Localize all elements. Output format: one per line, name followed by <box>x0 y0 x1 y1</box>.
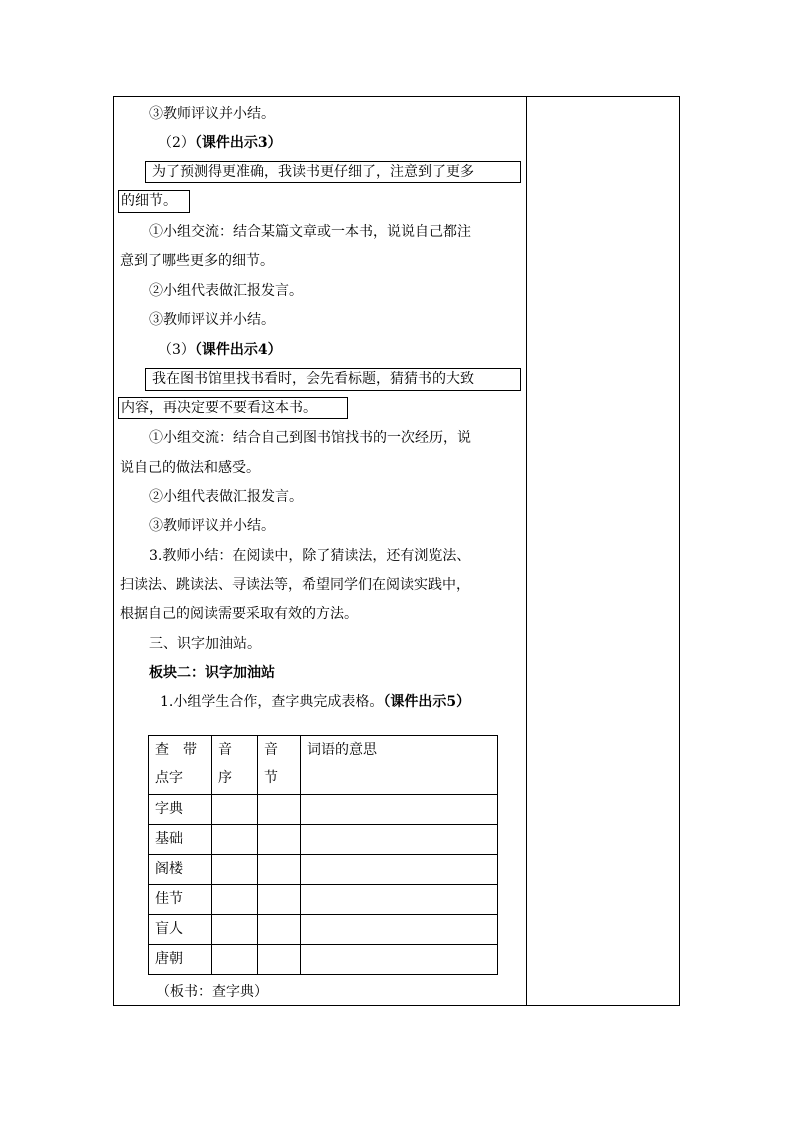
word-cell: 基础 <box>149 825 212 855</box>
header-cell <box>149 736 212 795</box>
table-row <box>149 825 498 855</box>
text-line: 3.教师小结：在阅读中，除了猜读法，还有浏览法、 <box>149 548 471 564</box>
courseware-label: （课件出示4） <box>194 342 282 358</box>
text-line: 扫读法、跳读法、寻读法等，希望同学们在阅读实践中， <box>120 577 470 593</box>
table-header-row <box>149 736 498 795</box>
text-line: 根据自己的阅读需要采取有效的方法。 <box>120 606 358 622</box>
text-line: ③教师评议并小结。 <box>149 312 275 328</box>
table-row <box>149 915 498 945</box>
dictionary-table <box>148 735 498 975</box>
blank-cell[interactable] <box>212 855 258 885</box>
table-row <box>149 855 498 885</box>
blank-cell[interactable] <box>258 855 301 885</box>
blank-cell[interactable] <box>301 795 498 825</box>
courseware-label: （课件出示3） <box>194 135 282 151</box>
header-text: 音 <box>218 742 232 758</box>
text-line: ③教师评议并小结。 <box>149 518 275 534</box>
blank-cell[interactable] <box>301 825 498 855</box>
task-line <box>160 692 470 712</box>
header-cell <box>212 736 258 795</box>
task-text: 1.小组学生合作，查字典完成表格。 <box>160 694 384 710</box>
block-heading: 板块二：识字加油站 <box>149 665 275 681</box>
courseware-label: （课件出示5） <box>383 694 471 710</box>
quote-text: 的细节。 <box>121 193 177 209</box>
blank-cell[interactable] <box>258 825 301 855</box>
header-text: 点字 <box>155 770 183 786</box>
table-row <box>149 945 498 975</box>
text-line: 说自己的做法和感受。 <box>120 460 260 476</box>
item-number: （3） <box>158 342 195 358</box>
blank-cell[interactable] <box>212 945 258 975</box>
header-text: 节 <box>264 770 278 786</box>
word-cell: 唐朝 <box>149 945 212 975</box>
blank-cell[interactable] <box>212 885 258 915</box>
section-number <box>158 340 282 360</box>
blank-cell[interactable] <box>212 915 258 945</box>
header-cell <box>258 736 301 795</box>
table-row <box>149 795 498 825</box>
quote-text: 我在图书馆里找书看时，会先看标题，猜猜书的大致 <box>152 371 474 387</box>
blank-cell[interactable] <box>212 795 258 825</box>
text-line: ①小组交流：结合自己到图书馆找书的一次经历，说 <box>149 430 471 446</box>
blank-cell[interactable] <box>301 915 498 945</box>
text-line: ②小组代表做汇报发言。 <box>149 283 303 299</box>
text-line: ②小组代表做汇报发言。 <box>149 489 303 505</box>
blank-cell[interactable] <box>301 885 498 915</box>
word-cell: 佳节 <box>149 885 212 915</box>
text-line: 三、识字加油站。 <box>149 636 261 652</box>
word-cell: 盲人 <box>149 915 212 945</box>
header-text: 查 带 <box>155 742 197 758</box>
blank-cell[interactable] <box>258 945 301 975</box>
table-row <box>149 885 498 915</box>
item-number: （2） <box>158 135 195 151</box>
blank-cell[interactable] <box>258 795 301 825</box>
header-text: 序 <box>218 770 232 786</box>
quote-text: 为了预测得更准确，我读书更仔细了，注意到了更多 <box>152 164 474 180</box>
blank-cell[interactable] <box>212 825 258 855</box>
header-text: 音 <box>264 742 278 758</box>
word-cell: 字典 <box>149 795 212 825</box>
header-cell <box>301 736 498 795</box>
word-cell: 阁楼 <box>149 855 212 885</box>
section-number <box>158 133 282 153</box>
blank-cell[interactable] <box>258 885 301 915</box>
header-text: 词语的意思 <box>307 742 377 758</box>
blank-cell[interactable] <box>301 945 498 975</box>
board-note: （板书：查字典） <box>156 984 268 1000</box>
blank-cell[interactable] <box>301 855 498 885</box>
text-line: 意到了哪些更多的细节。 <box>120 253 274 269</box>
blank-cell[interactable] <box>258 915 301 945</box>
column-divider <box>526 96 527 1006</box>
text-line: ①小组交流：结合某篇文章或一本书，说说自己都注 <box>149 224 471 240</box>
quote-text: 内容，再决定要不要看这本书。 <box>121 400 317 416</box>
text-line: ③教师评议并小结。 <box>149 106 275 122</box>
